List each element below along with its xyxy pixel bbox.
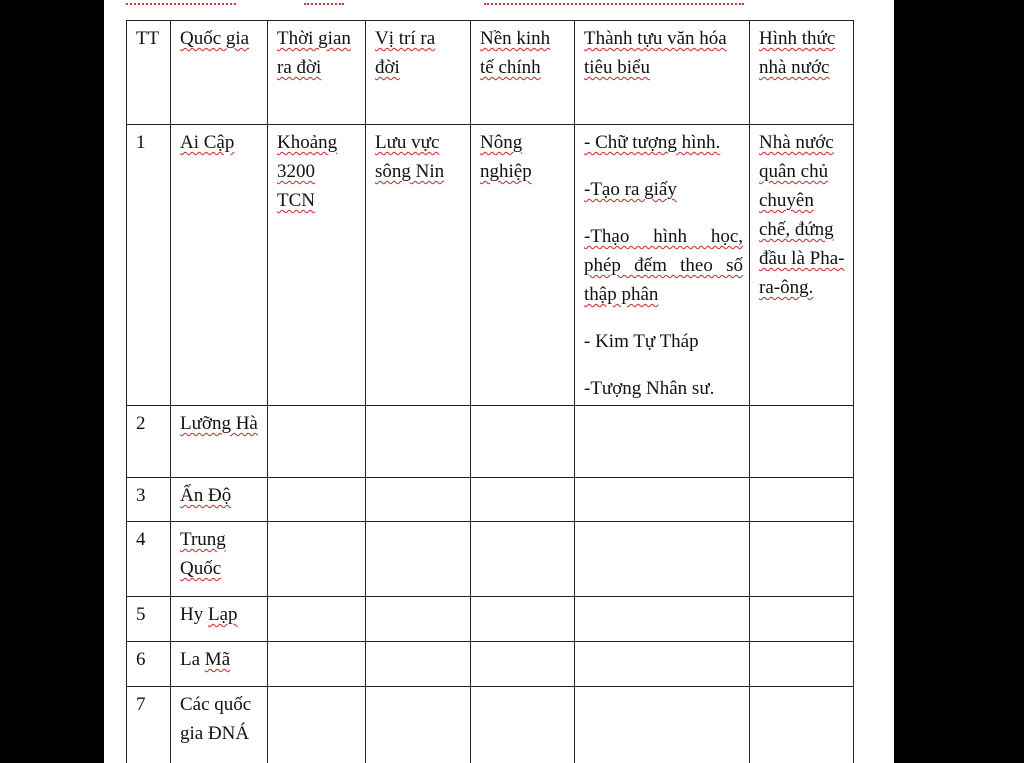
cell-empty xyxy=(575,478,750,522)
cell-empty xyxy=(471,406,575,478)
cell-country: Hy Lạp xyxy=(171,597,268,642)
cell-country: Trung Quốc xyxy=(171,522,268,597)
header-economy: Nền kinh tế chính xyxy=(471,21,575,125)
cell-tt: 2 xyxy=(127,406,171,478)
header-culture: Thành tựu văn hóa tiêu biểu xyxy=(575,21,750,125)
culture-item: - Kim Tự Tháp xyxy=(584,331,699,352)
cell-empty xyxy=(268,522,366,597)
cell-location: Lưu vực sông Nin xyxy=(366,125,471,406)
cell-empty xyxy=(750,597,854,642)
cell-empty xyxy=(750,642,854,687)
table-row xyxy=(127,406,854,478)
cell-empty xyxy=(366,406,471,478)
cell-country: Ai Cập xyxy=(171,125,268,406)
cell-country: Ấn Độ xyxy=(171,478,268,522)
table-row xyxy=(127,522,854,597)
cell-tt: 3 xyxy=(127,478,171,522)
history-table-wrapper xyxy=(126,20,854,763)
cell-empty xyxy=(471,522,575,597)
culture-item: - Chữ tượng hình. xyxy=(584,132,721,153)
cell-time: Khoảng 3200 TCN xyxy=(268,125,366,406)
cell-country: Các quốc gia ĐNÁ xyxy=(171,687,268,763)
cell-empty xyxy=(366,478,471,522)
culture-item: -Thạo hình học, phép đếm theo số thập phân xyxy=(584,226,743,305)
cell-empty xyxy=(471,687,575,763)
cell-empty xyxy=(575,642,750,687)
cell-empty xyxy=(268,406,366,478)
cell-state: Nhà nước quân chủ chuyên chế, đứng đầu là Pha-ra-ông. xyxy=(750,125,854,406)
cell-empty xyxy=(268,642,366,687)
cell-empty xyxy=(750,687,854,763)
table-row xyxy=(127,478,854,522)
cell-empty xyxy=(750,406,854,478)
cell-culture xyxy=(575,125,750,406)
spellcheck-underline xyxy=(484,0,744,5)
cell-empty xyxy=(268,597,366,642)
cell-tt: 7 xyxy=(127,687,171,763)
cell-tt: 4 xyxy=(127,522,171,597)
cell-empty xyxy=(750,478,854,522)
cell-empty xyxy=(268,478,366,522)
cell-empty xyxy=(268,687,366,763)
cell-country: La Mã xyxy=(171,642,268,687)
table-row xyxy=(127,125,854,406)
culture-item: -Tạo ra giấy xyxy=(584,179,677,200)
cell-empty xyxy=(575,597,750,642)
cell-economy: Nông nghiệp xyxy=(471,125,575,406)
header-location: Vị trí ra đời xyxy=(366,21,471,125)
table-row xyxy=(127,642,854,687)
cell-empty xyxy=(366,642,471,687)
header-state: Hình thức nhà nước xyxy=(750,21,854,125)
spellcheck-underline xyxy=(126,0,236,5)
table-row xyxy=(127,687,854,763)
culture-item: -Tượng Nhân sư. xyxy=(584,378,715,399)
cell-tt: 1 xyxy=(127,125,171,406)
history-table xyxy=(126,20,854,763)
document-page xyxy=(104,0,894,763)
cell-empty xyxy=(471,597,575,642)
cell-empty xyxy=(366,687,471,763)
cell-empty xyxy=(471,642,575,687)
table-row xyxy=(127,597,854,642)
header-time: Thời gian ra đời xyxy=(268,21,366,125)
spellcheck-underline xyxy=(304,0,344,5)
header-tt: TT xyxy=(127,21,171,125)
cell-tt: 5 xyxy=(127,597,171,642)
table-header-row xyxy=(127,21,854,125)
header-country: Quốc gia xyxy=(171,21,268,125)
cell-empty xyxy=(750,522,854,597)
cell-country: Lưỡng Hà xyxy=(171,406,268,478)
cell-empty xyxy=(366,597,471,642)
cell-empty xyxy=(366,522,471,597)
cell-empty xyxy=(575,522,750,597)
cell-empty xyxy=(575,687,750,763)
cell-empty xyxy=(471,478,575,522)
cell-empty xyxy=(575,406,750,478)
cell-tt: 6 xyxy=(127,642,171,687)
